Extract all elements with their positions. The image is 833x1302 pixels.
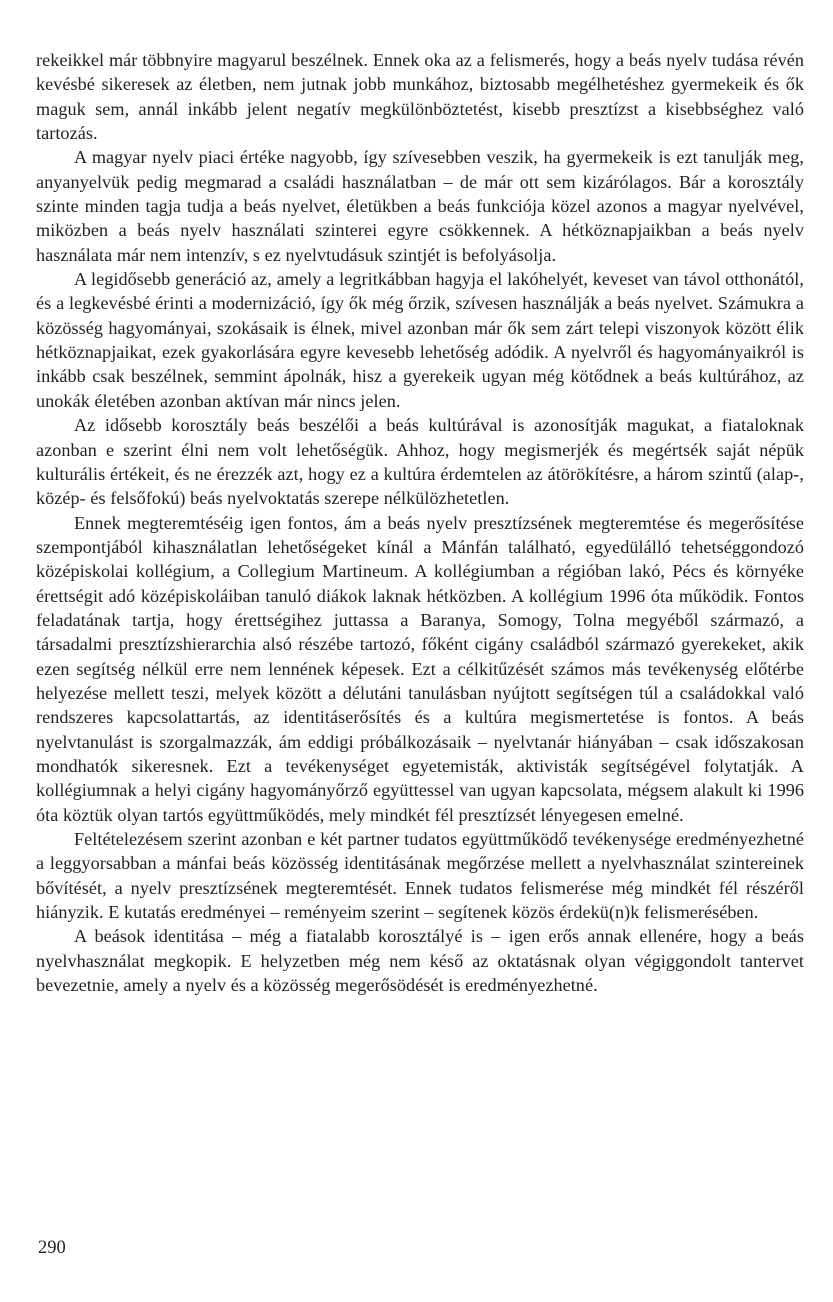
paragraph-2: A magyar nyelv piaci értéke nagyobb, így szívesebben veszik, ha gyermekeik is ezt tanulják meg, anyanyelvük pedig megmarad a családi használatban – de már ott sem kizárólagos. Bár a korosztály szinte minden tagja tudja a beás nyelvet, életükben a beás funkciója közel azonos a magyar nyelvével, miközben a beás nyelv használati szinterei egyre csökkennek. A hétköznapjaikban a beás nyelv használata már nem intenzív, s ez nyelvtudásuk szintjét is befolyásolja. bbox=[36, 147, 804, 265]
paragraph-3: A legidősebb generáció az, amely a legritkábban hagyja el lakóhelyét, keveset van távol otthonától, és a legkevésbé érinti a modernizáció, így ők még őrzik, szívesen használják a beás nyelvet. Számukra a közösség hagyományai, szokásaik is élnek, mivel azonban már ők sem zárt telepi viszonyok között élik hétköznapjaikat, ezek gyakorlására egyre kevesebb lehetőség adódik. A nyelvről és hagyományaikról is inkább csak beszélnek, semmint ápolnák, hisz a gyerekeik ugyan még kötődnek a beás kultúrához, az unokák életében azonban aktívan már nincs jelen. bbox=[36, 269, 804, 411]
paragraph-1: rekeikkel már többnyire magyarul beszélnek. Ennek oka az a felismerés, hogy a beás nyelv tudása révén kevésbé sikeresek az életben, nem jutnak jobb munkához, biztosabb megélhetéshez gyermekeik és ők maguk sem, annál inkább jelent negatív megkülönböztetést, kisebb presztízst a kisebbséghez való tartozás. bbox=[36, 50, 804, 144]
page-number: 290 bbox=[38, 1238, 66, 1258]
paragraph-4: Az idősebb korosztály beás beszélői a beás kultúrával is azonosítják magukat, a fiataloknak azonban e szerint élni nem volt lehetőségük. Ahhoz, hogy megismerjék és megértsék saját népük kulturális értékeit, és ne érezzék azt, hogy ez a kultúra érdemtelen az átörökítésre, a három szintű (alap-, közép- és felsőfokú) beás nyelvoktatás szerepe nélkülözhetetlen. bbox=[36, 415, 804, 509]
document-body bbox=[36, 48, 804, 997]
paragraph-7: A beások identitása – még a fiatalabb korosztályé is – igen erős annak ellenére, hogy a beás nyelvhasználat megkopik. E helyzetben még nem késő az oktatásnak olyan végiggondolt tantervet bevezetnie, amely a nyelv és a közösség megerősödését is eredményezhetné. bbox=[36, 926, 804, 996]
paragraph-5: Ennek megteremtéséig igen fontos, ám a beás nyelv presztízsének megteremtése és megerősítése szempontjából kihasználatlan lehetőségeket kínál a Mánfán található, egyedülálló tehetséggondozó középiskolai kollégium, a Collegium Martineum. A kollégiumban a régióban lakó, Pécs és környéke érettségit adó középiskoláiban tanuló diákok laknak hétközben. A kollégium 1996 óta működik. Fontos feladatának tartja, hogy érettségihez juttassa a Baranya, Somogy, Tolna megyéből származó, a társadalmi presztízshierarchia alsó részébe tartozó, főként cigány családból származó gyerekeket, akik ezen segítség nélkül erre nem lennének képesek. Ezt a célkitűzését számos más tevékenység előtérbe helyezése mellett teszi, melyek között a délutáni tanulásban nyújtott segítségen túl a családokkal való rendszeres kapcsolattartás, az identitáserősítés és a kultúra megismertetése is fontos. A beás nyelvtanulást is szorgalmazzák, ám eddigi próbálkozásaik – nyelvtanár hiányában – csak időszakosan mondhatók sikeresnek. Ezt a tevékenységet egyetemisták, aktivisták segítségével folytatják. A kollégiumnak a helyi cigány hagyományőrző együttessel van ugyan kapcsolata, mégsem alakult ki 1996 óta köztük olyan tartós együttműködés, mely mindkét fél presztízsét lényegesen emelné. bbox=[36, 512, 804, 825]
paragraph-6: Feltételezésem szerint azonban e két partner tudatos együttműködő tevékenysége eredményezhetné a leggyorsabban a mánfai beás közösség identitásának megőrzése mellett a nyelvhasználat szintereinek bővítését, a nyelv presztízsének megteremtését. Ennek tudatos felismerése még mindkét fél részéről hiányzik. E kutatás eredményei – reményeim szerint – segítenek közös érdekü(n)k felismerésében. bbox=[36, 829, 804, 923]
